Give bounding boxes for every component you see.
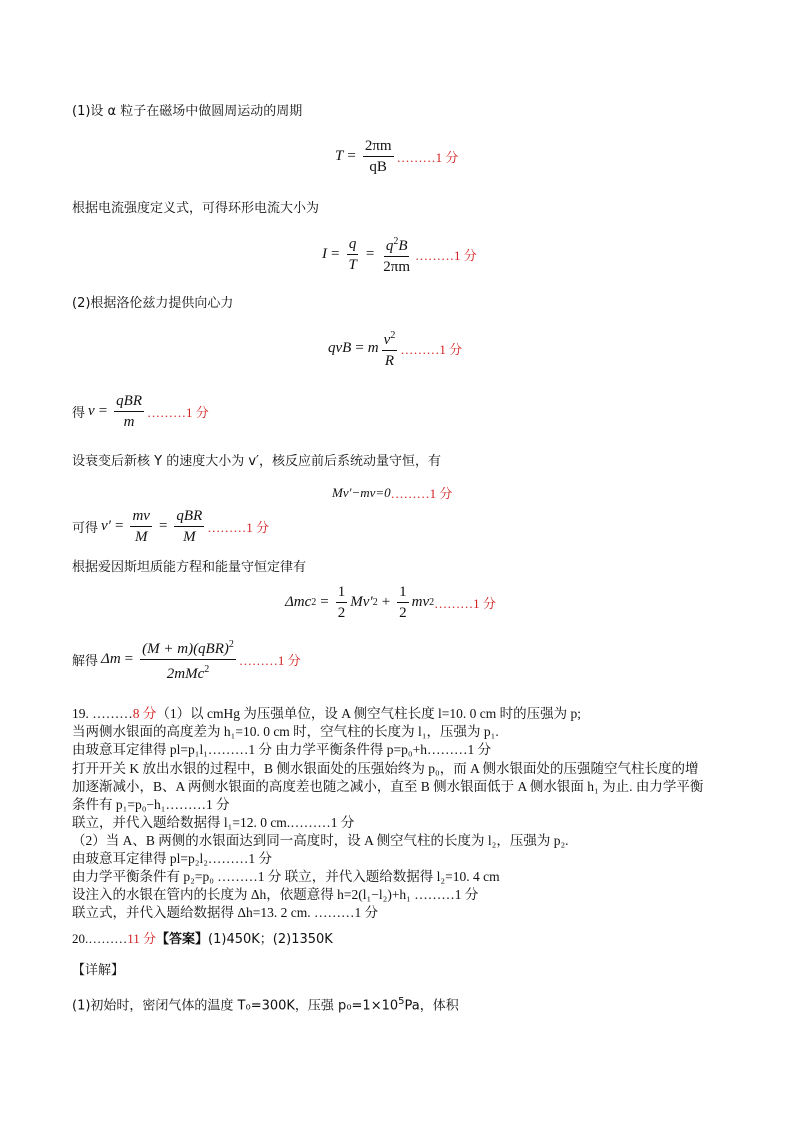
score-mark: ………1 分 [238,653,301,668]
superscript: 2 [393,236,399,247]
detail-label: 【详解】 [72,963,125,978]
fraction [140,637,236,682]
superscript: 2 [429,597,435,608]
equation-velocity: 得 v = $\frac{\text{qBR}}{m}$ ………1 分 [72,393,209,430]
q19-line: 由玻意耳定律得 pl=p₂l₂………1 分 [72,851,273,866]
numerator: 2πm [363,138,394,157]
prefix-text: 解得 [72,654,99,669]
score-mark: 11 分 [127,931,157,946]
equation-vprime: 可得 v′ = $\frac{mv}{M}$ = $\frac{\text{qBR}}{M}$ ………1 分 [72,508,269,545]
score-mark: ………1 分 [434,596,496,611]
fraction [381,234,412,275]
q19-line: 由力学平衡条件有 p₂=p₀ ………1 分 联立，并代入题给数据得 l₂=10. 4 cm [72,869,500,884]
denominator: M [134,529,148,545]
equation-current: I = $\frac{q}{T}$ = $\frac{q^2B}{2\pi m}$ ………1 分 [322,236,477,275]
numerator-q: q [385,238,394,254]
term-kinetic-alpha: mv [411,594,430,610]
score-mark: 8 分 [132,706,157,721]
fraction [130,508,152,545]
q19-line: 设注入的水银在管内的长度为 Δh，依题意得 h=2(l₁−l₂)+h₁ ………1 分 [72,887,479,902]
superscript: 2 [311,597,317,608]
numerator: v [383,332,391,348]
question-number: 20.……… [72,931,128,946]
mass-symbol: m [367,340,379,356]
denominator: T [348,257,357,273]
prefix-text: 得 [72,406,86,421]
q19-line: 由玻意耳定律得 pl=p₁l₁………1 分 由力学平衡条件得 p=p₀+h………1 分 [72,742,492,757]
q19-heading [72,705,581,723]
denominator: R [384,353,395,369]
part1-intro: (1)设 α 粒子在磁场中做圆周运动的周期 [72,104,303,119]
superscript: 2 [372,597,378,608]
equation-period: T = $\frac{2\pi m}{qB}$ ………1 分 [335,138,459,175]
q19-line: 联立，并代入题给数据得 l₁=12. 0 cm.………1 分 [72,815,355,830]
numerator: (M + m)(qBR) [142,641,229,657]
prefix-text: 可得 [72,521,99,536]
answer-label: 【答案】 [156,932,209,947]
answer-text: (1)450K；(2)1350K [208,932,333,947]
q19-line: 条件有 p₁=p₀−h₁………1 分 [72,797,230,812]
q19-line: （2）当 A、B 两侧的水银面达到同一高度时，设 A 侧空气柱的长度为 l₂，压强为 p₂. [72,833,569,848]
q19-line: 打开开关 K 放出水银的过程中，B 侧水银面处的压强始终为 p₀，而 A 侧水银面处的压强随空气柱长度的增 [72,761,699,776]
detail-text-tail: Pa，体积 [404,998,459,1014]
term-kinetic-Y: Mv′ [350,594,373,610]
numerator-tail: B [398,238,408,254]
fraction [114,393,144,430]
fraction [363,138,394,175]
part2-intro: (2)根据洛伦兹力提供向心力 [72,296,234,311]
energy-text: 根据爱因斯坦质能方程和能量守恒定律有 [72,560,307,575]
superscript: 2 [204,664,210,675]
denominator: qB [369,159,387,175]
score-mark: ………1 分 [400,342,463,357]
score-mark: ………1 分 [207,520,269,535]
current-text: 根据电流强度定义式，可得环形电流大小为 [72,201,320,216]
q20-detail-line [72,993,459,1015]
superscript: 2 [390,330,396,341]
eq-lhs: v [88,403,95,419]
equation-mass-defect: 解得 Δm = $\frac{(M + m)(qBR)^2}{2mMc^2}$ ………1 分 [72,639,301,682]
eq-body: Mv′−mv=0 [332,484,391,500]
eq-lhs: qvB [328,340,352,356]
eq-lhs: I [322,246,327,262]
fraction [382,328,398,369]
question-number: 19. ……… [72,706,133,721]
numerator: mv [132,508,150,524]
eq-lhs: T [335,148,344,164]
fraction [174,508,204,545]
denominator: 2mMc [166,666,205,682]
fraction-half [336,584,348,621]
eq-lhs: Δm [101,651,121,667]
q19-line: 当两侧水银面的高度差为 h₁=10. 0 cm 时，空气柱的长度为 l₁，压强为 p₁. [72,724,499,739]
numerator: q [348,236,357,252]
superscript: 2 [228,639,234,650]
q19-line: 联立式，并代入题给数据得 Δh=13. 2 cm. ………1 分 [72,905,379,920]
score-mark: ………1 分 [396,150,459,165]
equation-momentum [332,483,452,502]
q19-line: 加逐渐减小，B、A 两侧水银面的高度差也随之减小，直至 B 侧水银面低于 A 侧水银面 h₁ 为止. 由力学平衡 [72,779,704,794]
eq-lhs: Δmc [285,594,312,610]
numerator: 1 [397,584,409,603]
eq-lhs: v′ [101,518,111,534]
detail-text: (1)初始时，密闭气体的温度 T₀=300K，压强 p₀=1×10 [72,998,399,1014]
denominator: M [183,529,196,545]
fraction [346,236,358,273]
score-mark: ………1 分 [415,248,477,263]
decay-text: 设衰变后新核 Y 的速度大小为 v′，核反应前后系统动量守恒，有 [72,454,441,469]
denominator: 2 [399,605,407,621]
score-mark: ………1 分 [146,405,209,420]
fraction-half [397,584,409,621]
denominator: 2 [337,605,346,621]
superscript: 5 [398,996,405,1007]
numerator: qBR [116,393,142,409]
equation-energy: Δmc 2 = $\frac{1}{2}$ Mv′ 2 + $\frac{1}{2}$ mv 2 ………1 分 [285,584,496,621]
score-mark: ………1 分 [390,486,453,501]
q20-heading [72,930,333,949]
q19-heading-text: （1）以 cmHg 为压强单位，设 A 侧空气柱长度 l=10. 0 cm 时的压强为 p; [156,706,581,721]
numerator: 1 [336,584,348,603]
denominator: 2πm [383,259,411,275]
denominator: m [123,414,135,430]
equation-lorentz: qvB = m $\frac{v^2}{R}$ ………1 分 [328,330,463,369]
numerator: qBR [176,508,203,524]
